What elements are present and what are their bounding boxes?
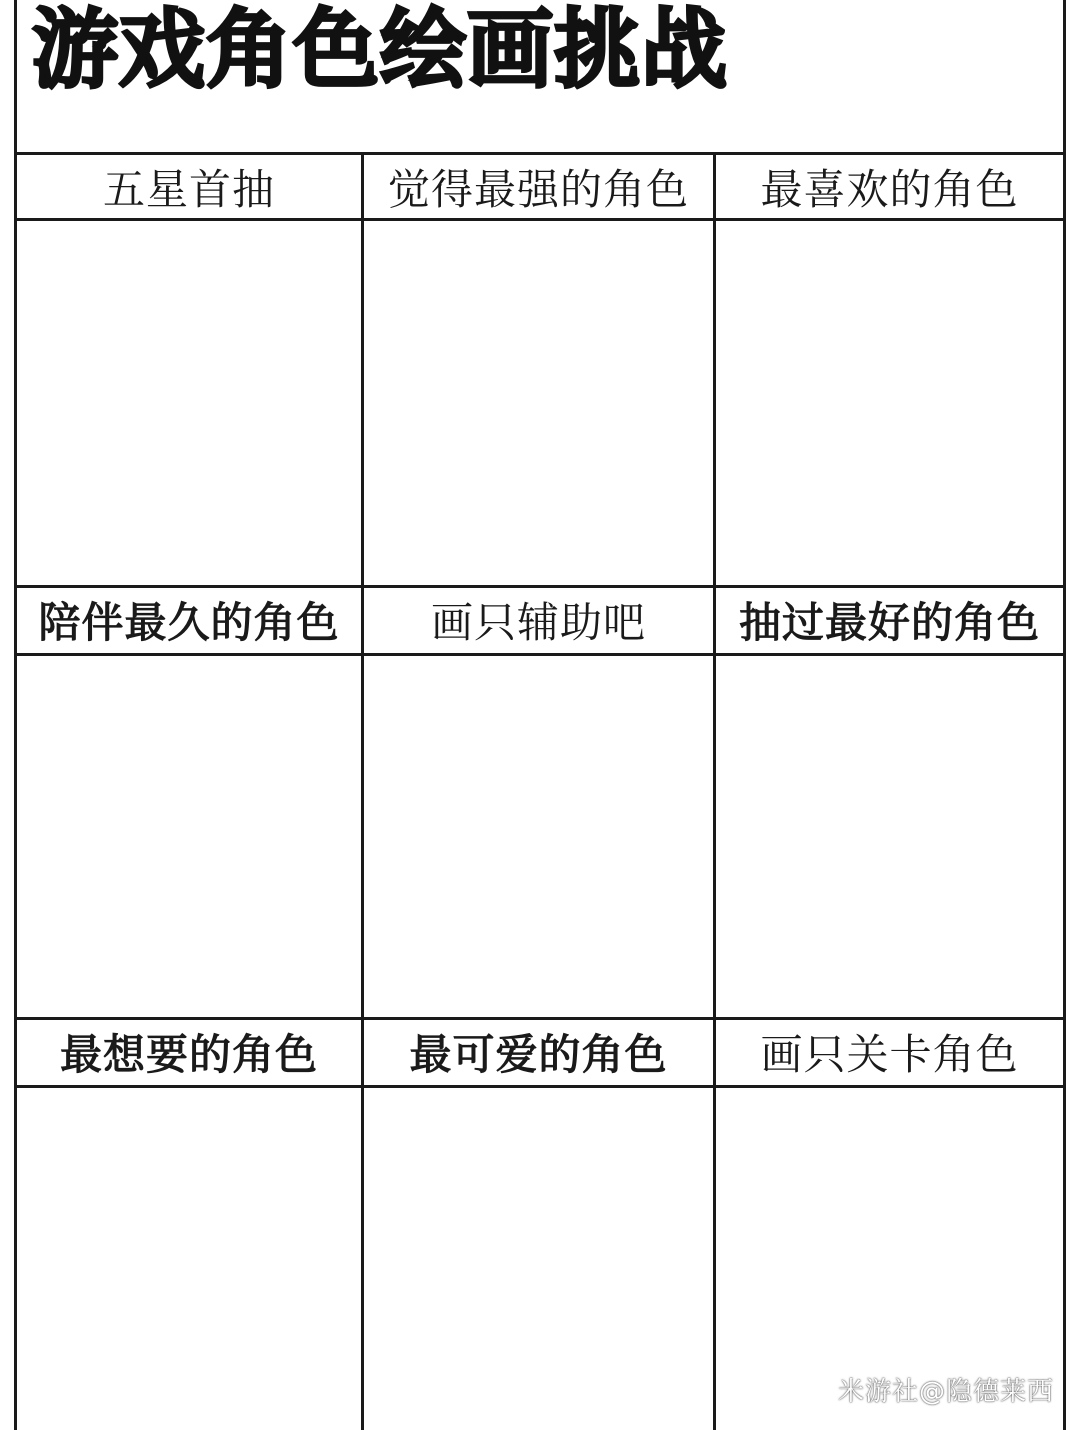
- drawing-area[interactable]: [17, 656, 361, 1017]
- drawing-area[interactable]: [17, 1088, 361, 1430]
- cell-label-favorite-character: 最喜欢的角色: [760, 165, 1019, 214]
- cell-label-cutest: 最可爱的角色: [409, 1030, 668, 1079]
- cell-label-best-pulled: 抽过最好的角色: [738, 598, 1040, 647]
- cell-label-draw-support: 画只辅助吧: [430, 598, 646, 647]
- cell-label-longest-companion: 陪伴最久的角色: [38, 598, 340, 647]
- drawing-area[interactable]: [364, 221, 713, 585]
- cell-label-strongest-character: 觉得最强的角色: [387, 165, 689, 214]
- page-title: 游戏角色绘画挑战: [32, 0, 728, 100]
- cell-label-level-character: 画只关卡角色: [760, 1030, 1019, 1079]
- drawing-area[interactable]: [17, 221, 361, 585]
- drawing-area[interactable]: [364, 656, 713, 1017]
- challenge-grid: [14, 152, 1066, 1430]
- cell-label-five-star-first-pull: 五星首抽: [102, 165, 275, 214]
- cell-label-most-wanted: 最想要的角色: [59, 1030, 318, 1079]
- drawing-area[interactable]: [364, 1088, 713, 1430]
- watermark: 米游社@隐德莱西: [837, 1377, 1054, 1407]
- title-bar: [0, 0, 1080, 152]
- drawing-area[interactable]: [716, 656, 1063, 1017]
- drawing-area[interactable]: [716, 221, 1063, 585]
